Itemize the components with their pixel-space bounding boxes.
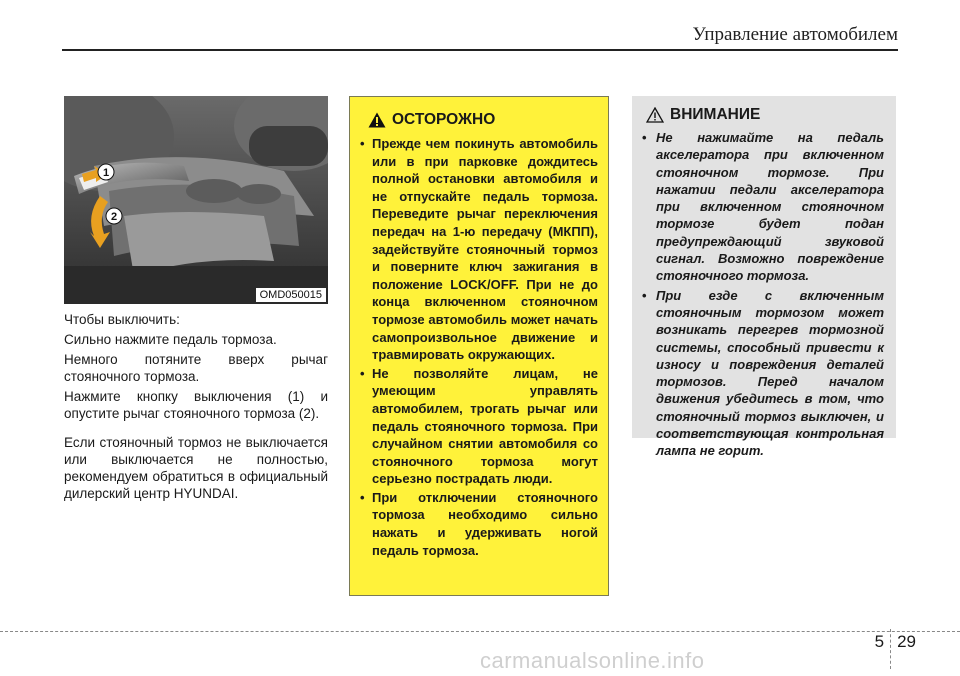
warning-item: • При отключении стояночного тормоза необходимо сильно нажать и удерживать ногой педаль тормоза. (360, 489, 598, 559)
warning-list (350, 135, 608, 559)
caution-box (632, 96, 896, 459)
warning-item: • Не позволяйте лицам, не умеющим управлять автомобилем, трогать рычаг или педаль стояночного тормоза. При случайном снятии автомобиля со стояночного тормоза могут серьезно пострадать люди. (360, 365, 598, 488)
footer-divider (0, 631, 960, 632)
caution-item: • При езде с включенным стояночным тормозом может возникать перегрев тормозной системы, способный привести к износу и повреждения деталей тормозов. Перед началом движения убедитесь в том, что стояночный тормоз выключен, и соответствующая контрольная лампа не горит. (642, 287, 884, 460)
warning-item: • Прежде чем покинуть автомобиль или в при парковке дождитесь полной остановки автомобиля и не отпускайте педаль тормоза. Переведите рычаг переключения передач на 1-ю передачу (МКПП), задействуйте стояночный тормоз и поверните ключ зажигания в положение LOCK/OFF. При не до конца включенном стояночном тормозе автомобиль может начать самопроизвольное движение и травмировать окружающих. (360, 135, 598, 364)
parking-brake-photo (64, 96, 328, 304)
section-number: 5 (874, 632, 885, 651)
instruction-heading: Чтобы выключить: (64, 312, 180, 327)
warning-title: ОСТОРОЖНО (392, 111, 496, 128)
instruction-step-2: Немного потяните вверх рычаг стояночного тормоза. (64, 352, 328, 384)
watermark: carmanualsonline.info (480, 648, 705, 673)
warning-box (349, 96, 609, 596)
page-number-value: 29 (897, 632, 916, 651)
figure-code: OMD050015 (256, 288, 326, 302)
caution-item: • Не нажимайте на педаль акселератора при включенном стояночном тормозе. При нажатии педали акселератора при включенном стояночном тормозе будет подан предупреждающий звуковой сигнал. Возможно повреждение стояночного тормоза. (642, 129, 884, 285)
dealer-note: Если стояночный тормоз не выключается или выключается не полностью, рекомендуем обратиться в официальный дилерский центр HYUNDAI. (64, 435, 328, 501)
caution-heading (646, 106, 896, 124)
instructions-text (64, 311, 328, 505)
instruction-step-1: Сильно нажмите педаль тормоза. (64, 332, 277, 347)
header-divider (62, 49, 898, 51)
warning-triangle-icon (368, 112, 386, 128)
callout-2: 2 (110, 211, 118, 223)
caution-triangle-icon (646, 107, 664, 123)
caution-list (632, 129, 896, 460)
instruction-step-3: Нажмите кнопку выключения (1) и опустите рычаг стояночного тормоза (2). (64, 389, 328, 421)
page-header-title: Управление автомобилем (692, 24, 898, 45)
caution-title: ВНИМАНИЕ (670, 106, 761, 123)
parking-brake-illustration (64, 96, 328, 304)
callout-1: 1 (102, 167, 110, 179)
warning-heading (368, 111, 608, 129)
page-number (875, 632, 916, 669)
